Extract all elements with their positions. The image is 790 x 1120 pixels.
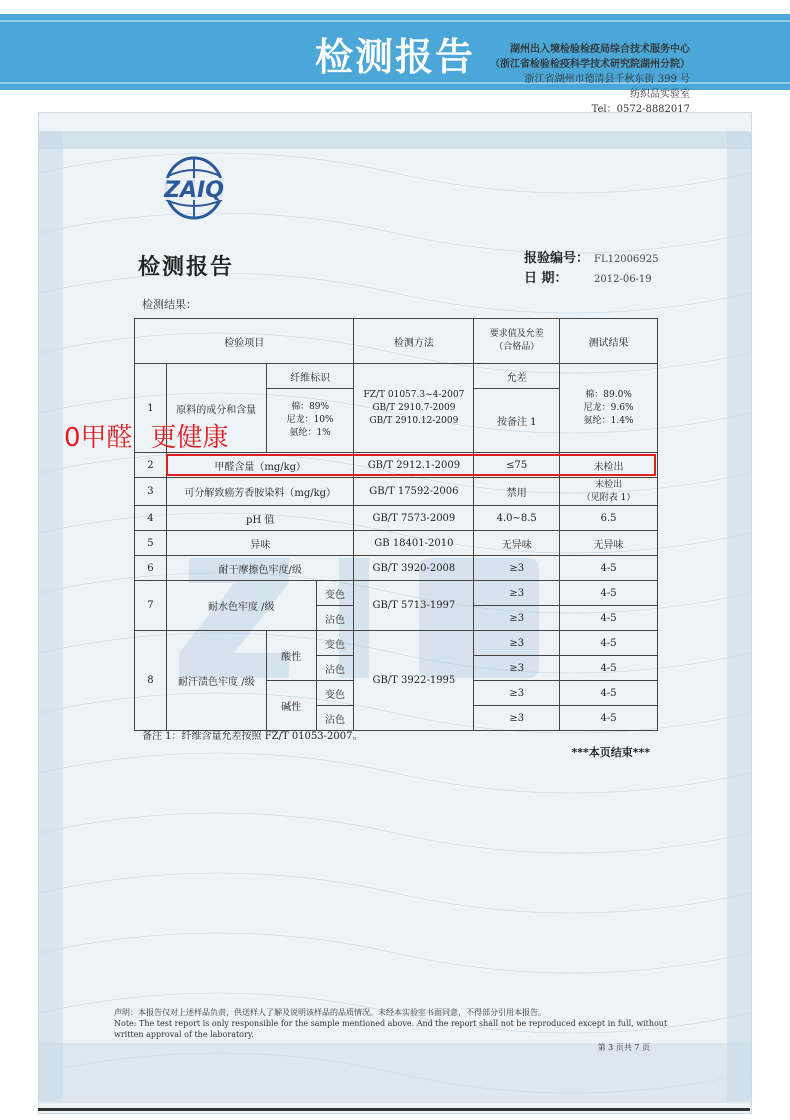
row1-res-spandex: 氨纶：1.4% (583, 415, 634, 426)
row8-res-2: 4-5 (560, 656, 658, 681)
promo-text (64, 417, 247, 454)
row2-method: GB/T 2912.1-2009 (354, 453, 474, 478)
header-requirement-l1: 要求值及允差 (489, 329, 544, 339)
row3-method: GB/T 17592-2006 (354, 478, 474, 506)
disclaimer (114, 1007, 674, 1040)
row1-results (560, 364, 658, 453)
row7-res-2: 4-5 (560, 606, 658, 631)
row6-item: 耐干摩擦色牢度/级 (166, 556, 354, 581)
banner-title: 检测报告 (314, 35, 475, 79)
org-address: 浙江省湖州市德清县千秋东街 399 号 (524, 74, 690, 85)
row1-req-1: 允差 (474, 364, 560, 389)
row5-result: 无异味 (560, 531, 658, 556)
row8-res-1: 4-5 (560, 631, 658, 656)
org-name: 湖州出入境检验检疫局综合技术服务中心 (510, 44, 690, 55)
row6-method: GB/T 3920-2008 (354, 556, 474, 581)
row7-req-2: ≥3 (474, 606, 560, 631)
report-date-label: 日 期： (524, 271, 568, 286)
results-label: 检测结果： (142, 298, 197, 311)
row5-no: 5 (135, 531, 167, 556)
row1-res-cotton: 棉：89.0% (585, 389, 632, 400)
row8-sub-3: 变色 (316, 681, 354, 706)
org-subname: （浙江省检验检疫科学技术研究院湖州分院） (490, 59, 690, 70)
row7-req-1: ≥3 (474, 581, 560, 606)
row1-method-3: GB/T 2910.12-2009 (369, 415, 459, 426)
promo-zero-formaldehyde: 0甲醛 (64, 423, 133, 453)
row8-req-3: ≥3 (474, 681, 560, 706)
row4-item: pH 值 (166, 506, 354, 531)
row3-result (560, 478, 658, 506)
table-row (135, 581, 658, 606)
row7-item: 耐水色牢度 /级 (166, 581, 316, 631)
row1-comp-nylon: 尼龙：10% (286, 415, 334, 425)
table-row (135, 631, 658, 656)
row1-res-nylon: 尼龙：9.6% (583, 402, 634, 413)
footnote: 备注 1：纤维含量允差按照 FZ/T 01053-2007。 (142, 731, 363, 742)
table-row (135, 531, 658, 556)
row2-req: ≤75 (474, 453, 560, 478)
row5-req: 无异味 (474, 531, 560, 556)
header-requirement (474, 319, 560, 364)
report-title: 检测报告 (138, 255, 235, 280)
row4-no: 4 (135, 506, 167, 531)
row7-sub-2: 沾色 (316, 606, 354, 631)
row8-sub-1: 变色 (316, 631, 354, 656)
row2-no: 2 (135, 453, 167, 478)
row1-no: 1 (135, 364, 167, 453)
row3-result-1: 未检出 (595, 479, 623, 490)
org-phone: Tel：0572-8882017 (591, 104, 690, 115)
header-result: 测试结果 (560, 319, 658, 364)
report-number-value: FL12006925 (594, 254, 659, 265)
row8-sub-4: 沾色 (316, 706, 354, 731)
row4-req: 4.0~8.5 (474, 506, 560, 531)
row7-method: GB/T 5713-1997 (354, 581, 474, 631)
disclaimer-en-1: Note: The test report is only responsible for the sample mentioned above. And the report shall not be reproduced except in full, without (114, 1019, 668, 1028)
table-row (135, 478, 658, 506)
zaiq-logo (134, 156, 254, 220)
row7-no: 7 (135, 581, 167, 631)
row1-method-1: FZ/T 01057.3~4-2007 (363, 389, 465, 400)
report-meta (524, 247, 658, 287)
header-item: 检验项目 (135, 319, 354, 364)
row2-item: 甲醛含量（mg/kg） (166, 453, 354, 478)
table-row (135, 506, 658, 531)
row1-method-2: GB/T 2910.7-2009 (372, 402, 456, 413)
row8-req-4: ≥3 (474, 706, 560, 731)
header-method: 检测方法 (354, 319, 474, 364)
promo-healthier: 更健康 (150, 423, 229, 453)
row8-res-4: 4-5 (560, 706, 658, 731)
table-row (135, 364, 658, 389)
row1-sub-header: 纤维标识 (266, 364, 354, 389)
row6-result: 4-5 (560, 556, 658, 581)
row8-item: 耐汗渍色牢度 /级 (166, 631, 266, 731)
row1-item: 原料的成分和含量 (166, 364, 266, 453)
bottom-rule (38, 1108, 750, 1111)
report-date-value: 2012-06-19 (594, 274, 652, 285)
row1-comp-cotton: 棉：89% (291, 402, 330, 412)
row3-req: 禁用 (474, 478, 560, 506)
disclaimer-cn: 声明：本报告仅对上述样品负责，供送样人了解及说明该样品的品质情况。未经本实验室书面同意，不得部分引用本报告。 (114, 1008, 546, 1017)
table-row (135, 556, 658, 581)
row5-item: 异味 (166, 531, 354, 556)
row8-no: 8 (135, 631, 167, 731)
row8-sub-2: 沾色 (316, 656, 354, 681)
row7-sub-1: 变色 (316, 581, 354, 606)
row6-no: 6 (135, 556, 167, 581)
row1-comp-spandex: 氨纶：1% (289, 428, 331, 438)
row8-res-3: 4-5 (560, 681, 658, 706)
row3-no: 3 (135, 478, 167, 506)
row8-method: GB/T 3922-1995 (354, 631, 474, 731)
row3-item: 可分解致癌芳香胺染料（mg/kg） (166, 478, 354, 506)
row6-req: ≥3 (474, 556, 560, 581)
formaldehyde-highlight (166, 454, 656, 476)
disclaimer-en-2: written approval of the laboratory. (114, 1030, 254, 1039)
row1-req-2: 按备注 1 (474, 389, 560, 453)
row5-method: GB 18401-2010 (354, 531, 474, 556)
organization-info (490, 42, 690, 117)
row1-composition (266, 389, 354, 453)
row4-result: 6.5 (560, 506, 658, 531)
row8-req-2: ≥3 (474, 656, 560, 681)
row8-alkali: 碱性 (266, 681, 316, 731)
page-number: 第 3 页共 7 页 (597, 1043, 650, 1052)
svg-text:ZAIQ: ZAIQ (164, 178, 224, 203)
row7-res-1: 4-5 (560, 581, 658, 606)
row8-acid: 酸性 (266, 631, 316, 681)
org-lab: 纺织品实验室 (630, 89, 690, 100)
row2-result: 未检出 (560, 453, 658, 478)
end-of-page-mark: ***本页结束*** (571, 746, 650, 759)
table-header-row (135, 319, 658, 364)
report-number-label: 报验编号： (524, 251, 590, 266)
row8-req-1: ≥3 (474, 631, 560, 656)
row4-method: GB/T 7573-2009 (354, 506, 474, 531)
results-table (134, 318, 658, 731)
row3-result-2: （见附表 1） (581, 492, 636, 503)
header-requirement-l2: （合格品） (494, 342, 540, 352)
row1-methods (354, 364, 474, 453)
banner-stripe-top (0, 20, 790, 22)
